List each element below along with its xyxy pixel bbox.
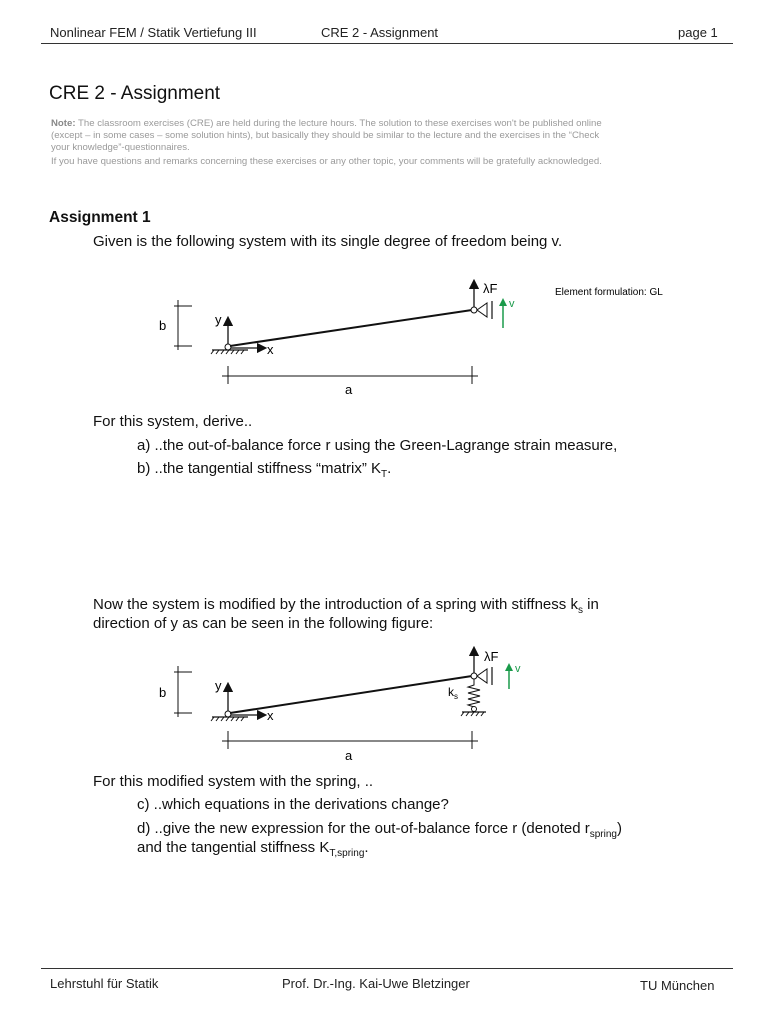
item-d-line-2: and the tangential stiffness $K_{T,spring}$. — [137, 839, 369, 859]
figure-1-system — [150, 278, 710, 400]
label-y: y — [215, 312, 222, 327]
assignment-heading: Assignment 1 — [49, 209, 151, 226]
header-course: Nonlinear FEM / Statik Vertiefung III — [50, 25, 257, 40]
label-b: b — [159, 685, 167, 700]
hinge-right — [471, 673, 477, 679]
ground-hatch-left — [211, 350, 244, 354]
modified-intro: For this modified system with the spring, .. — [93, 773, 374, 790]
modification-line-2: direction of y as can be seen in the following figure: — [93, 615, 434, 632]
roller-support — [477, 669, 487, 683]
hinge-left — [225, 711, 231, 717]
dof-arrow-head — [505, 663, 513, 671]
label-dof: v — [509, 298, 515, 310]
dof-arrow-head — [499, 298, 507, 306]
label-a: a — [345, 748, 353, 763]
modification-line-1: Now the system is modified by the introduction of a spring with stiffness $k_s$ in — [93, 596, 599, 616]
footer-rule — [41, 968, 733, 969]
note-line-3: your knowledge”-questionnaires. — [51, 142, 190, 153]
item-d-line-1: d) ..give the new expression for the out-of-balance force r (denoted $r_{spring}$) — [137, 820, 622, 840]
label-x: x — [267, 708, 274, 723]
label-y: y — [215, 678, 222, 693]
item-b: b) ..the tangential stiffness “matrix” $K_T$. — [137, 460, 392, 480]
truss-element — [230, 310, 472, 346]
truss-element — [230, 676, 472, 713]
footer-chair: Lehrstuhl für Statik — [50, 976, 159, 991]
header-rule — [41, 43, 733, 44]
page-title: CRE 2 - Assignment — [49, 83, 221, 104]
hinge-right — [471, 307, 477, 313]
assignment-intro: Given is the following system with its single degree of freedom being v. — [93, 233, 563, 250]
derive-intro: For this system, derive.. — [93, 413, 253, 430]
label-load: λF — [484, 649, 499, 664]
spring-hinge — [472, 707, 477, 712]
label-spring: $k_s$ — [448, 685, 458, 701]
item-c: c) ..which equations in the derivations change? — [137, 796, 449, 813]
header-doc-title: CRE 2 - Assignment — [321, 25, 439, 40]
note-block — [51, 118, 731, 168]
footer-university: TU München — [640, 978, 715, 993]
figure-2-system-with-spring — [150, 645, 570, 767]
label-x: x — [267, 342, 274, 357]
note-line-4: If you have questions and remarks concerning these exercises or any other topic, your comments will be gratefully acknowledged. — [51, 156, 602, 167]
note-line-1: Note: The classroom exercises (CRE) are held during the lecture hours. The solution to these exercises won't be published online — [51, 118, 602, 129]
roller-support — [477, 303, 487, 317]
label-a: a — [345, 382, 353, 397]
hinge-left — [225, 344, 231, 350]
spring — [468, 679, 480, 709]
element-formulation: Element formulation: GL — [555, 287, 663, 298]
item-a: a) ..the out-of-balance force r using the Green-Lagrange strain measure, — [137, 437, 618, 454]
label-dof: v — [515, 663, 521, 675]
label-b: b — [159, 318, 167, 333]
footer-professor: Prof. Dr.-Ing. Kai-Uwe Bletzinger — [282, 976, 470, 991]
label-load: λF — [483, 281, 498, 296]
header-page-number: page 1 — [678, 25, 718, 40]
note-line-2: (except – in some cases – some solution hints), but basically they should be similar to the lecture and the exercises in the “Check — [51, 130, 600, 141]
note-label: Note: — [51, 118, 76, 129]
